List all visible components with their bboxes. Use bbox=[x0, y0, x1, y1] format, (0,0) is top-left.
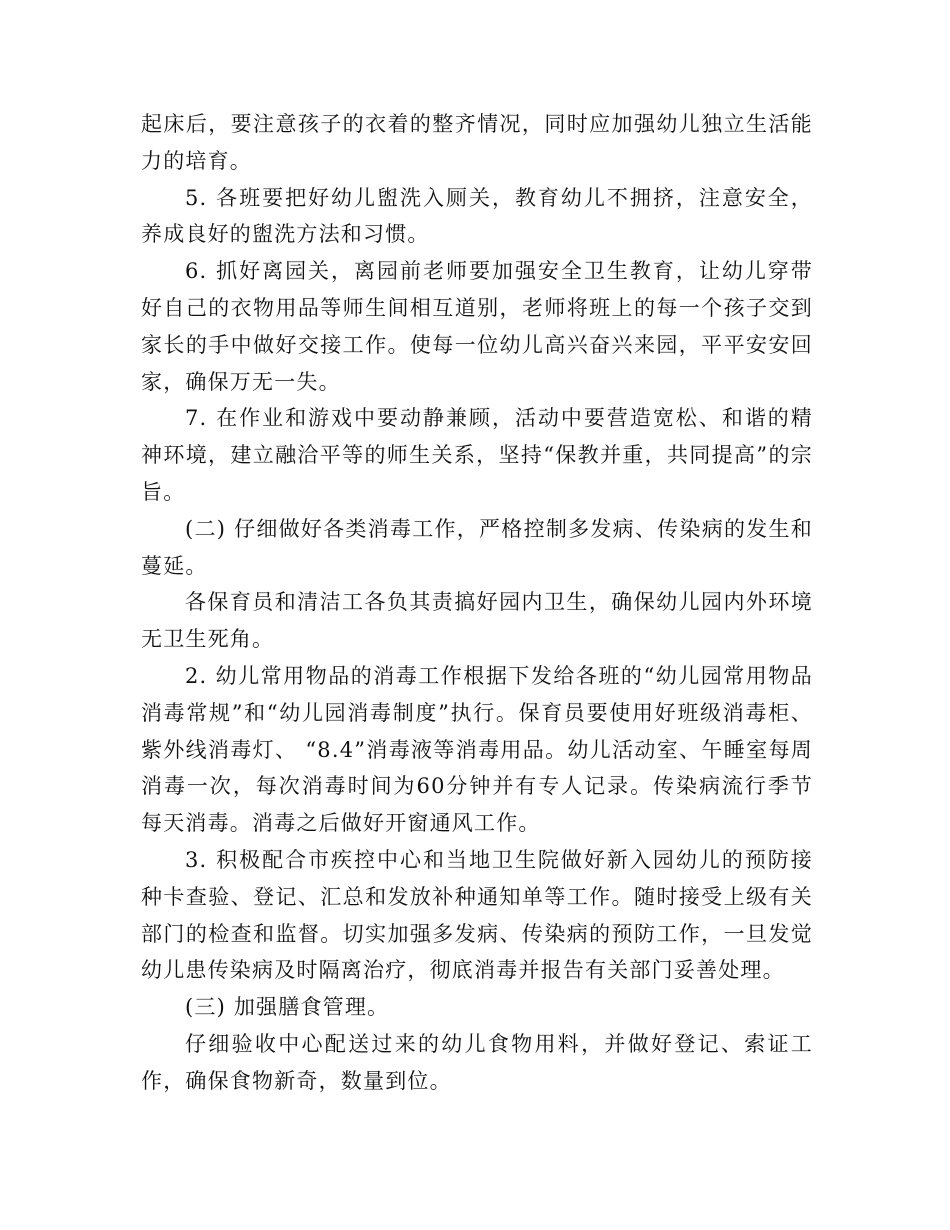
paragraph-5: 各保育员和清洁工各负其责搞好园内卫生，确保幼儿园内外环境无卫生死角。 bbox=[141, 590, 813, 652]
paragraph-6: 2. 幼儿常用物品的消毒工作根据下发给各班的“幼儿园常用物品消毒常规”和“幼儿园消毒制度”执行。保育员要使用好班级消毒柜、紫外线消毒灯、 “8.4”消毒液等消毒用品。幼儿活动室、午睡室每周消毒一次，每次消毒时间为60分钟并有专人记录。传染病流行季节每天消毒。消毒之后做好开窗通风工作。 bbox=[141, 663, 813, 836]
paragraph-4: 7. 在作业和游戏中要动静兼顾，活动中要营造宽松、和谐的精神环境，建立融洽平等的师生关系，坚持“保教并重，共同提高”的宗旨。 bbox=[141, 406, 813, 504]
section-heading-3: (三) 加强膳食管理。 bbox=[185, 995, 390, 1020]
paragraph-2: 5. 各班要把好幼儿盥洗入厕关，教育幼儿不拥挤，注意安全，养成良好的盥洗方法和习惯。 bbox=[141, 185, 813, 247]
paragraph-3: 6. 抓好离园关，离园前老师要加强安全卫生教育，让幼儿穿带好自己的衣物用品等师生间相互道别，老师将班上的每一个孩子交到家长的手中做好交接工作。使每一位幼儿高兴奋兴来园，平平安安回家，确保万无一失。 bbox=[141, 259, 813, 394]
paragraph-7: 3. 积极配合市疾控中心和当地卫生院做好新入园幼儿的预防接种卡查验、登记、汇总和发放补种通知单等工作。随时接受上级有关部门的检查和监督。切实加强多发病、传染病的预防工作，一旦发觉幼儿患传染病及时隔离治疗，彻底消毒并报告有关部门妥善处理。 bbox=[141, 847, 813, 983]
paragraph-8: 仔细验收中心配送过来的幼儿食物用料，并做好登记、索证工作，确保食物新奇，数量到位。 bbox=[141, 1031, 813, 1093]
document-page bbox=[141, 106, 813, 1100]
section-heading-2: (二) 仔细做好各类消毒工作，严格控制多发病、传染病的发生和蔓延。 bbox=[141, 516, 813, 578]
paragraph-1: 起床后，要注意孩子的衣着的整齐情况，同时应加强幼儿独立生活能力的培育。 bbox=[141, 112, 813, 173]
